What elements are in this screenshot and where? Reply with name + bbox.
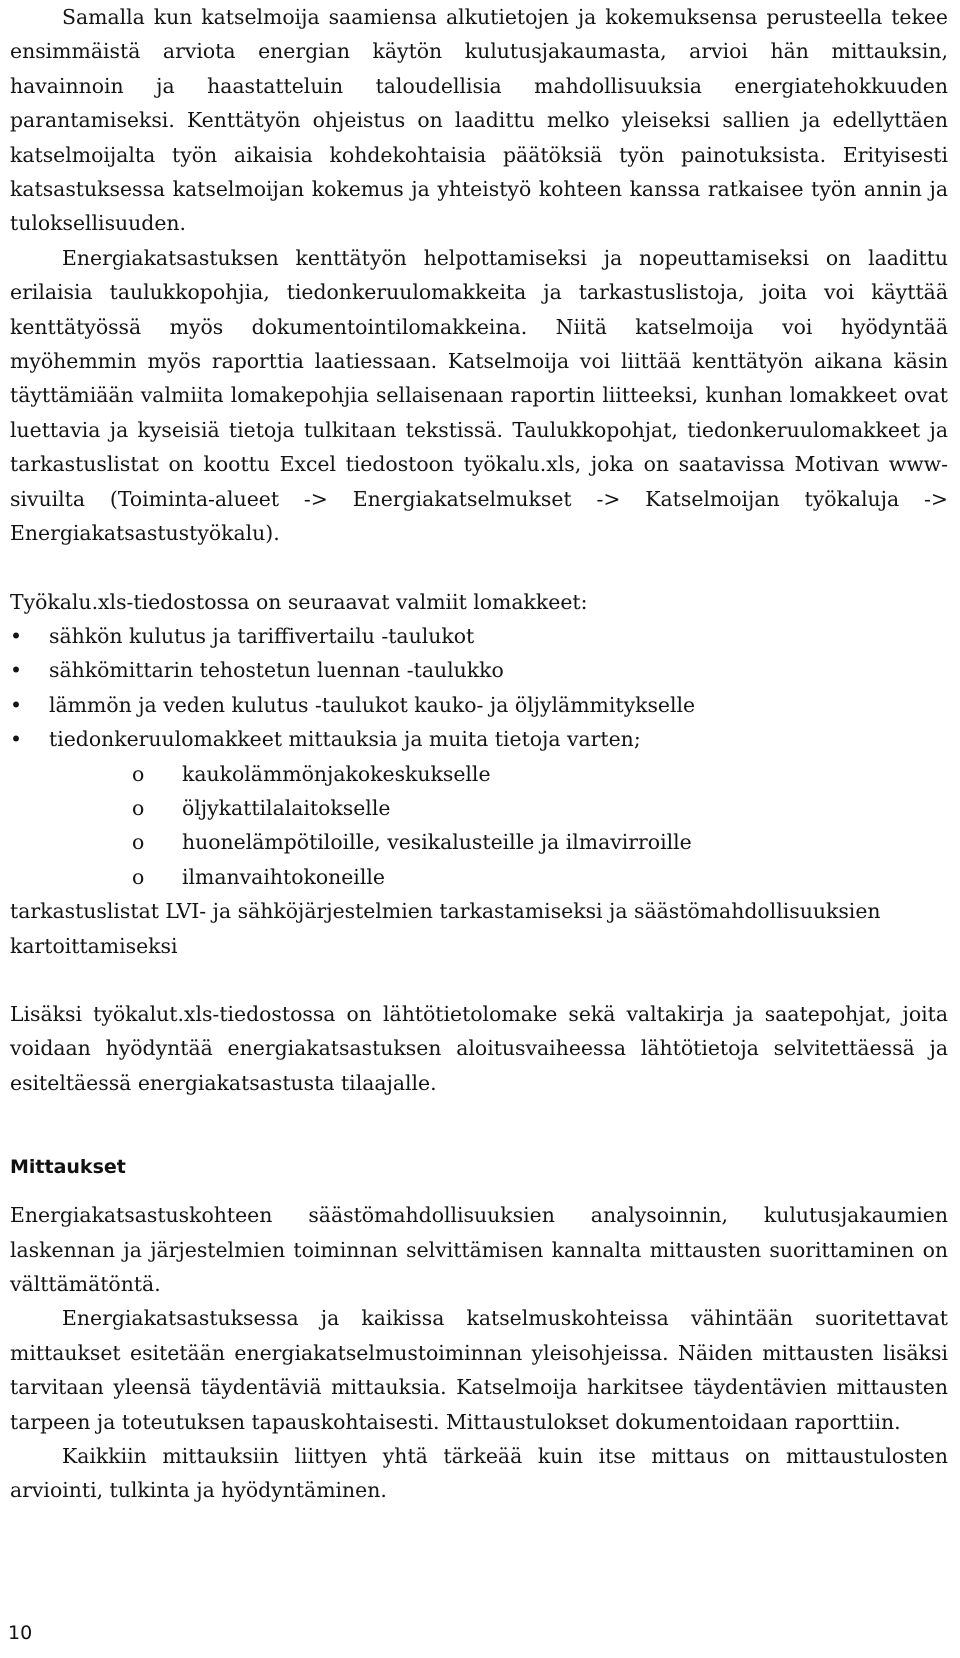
tool-list-intro: Työkalu.xls-tiedostossa on seuraavat valmiit lomakkeet: [10,589,588,614]
circle-bullet-icon: o [132,864,145,889]
sub-list-item-text: ilmanvaihtokoneille [182,864,385,889]
sub-list-item [10,791,948,825]
sub-list-item-text: kaukolämmönjakokeskukselle [182,761,491,786]
circle-bullet-icon: o [132,795,145,820]
measurement-paragraph: Energiakatsastuksessa ja kaikissa katselmuskohteissa vähintään suoritettavat mittaukset esitetään energiakatselmustoiminnan yleisohjeissa. Näiden mittausten lisäksi tarvitaan yleensä täydentäviä mittauksia. Katselmoija harkitsee täydentävien mittausten tarpeen ja toteutuksen tapauskohtaisesti. Mittaustulokset dokumentoidaan raporttiin. [10,1306,948,1434]
tools-paragraph: Energiakatsastuksen kenttätyön helpottamiseksi ja nopeuttamiseksi on laadittu erilaisia taulukkopohjia, tiedonkeruulomakkeita ja tarkastuslistoja, joita voi käyttää kenttätyössä myös dokumentointilomakkeina. Niitä katselmoija voi hyödyntää myöhemmin myös raporttia laatiessaan. Katselmoija voi liittää kenttätyön aikana käsin täyttämiään valmiita lomakepohjia sellaisenaan raportin liitteeksi, kunhan lomakkeet ovat luettavia ja kyseisiä tietoja tulkitaan tekstissä. Taulukkopohjat, tiedonkeruulomakkeet ja tarkastuslistat on koottu Excel tiedostoon työkalu.xls, joka on saatavissa Motivan www-sivuilta (Toiminta-alueet -> Energiakatselmukset -> Katselmoijan työkaluja -> Energiakatsastustyökalu). [10,245,948,546]
sub-list-item-text: öljykattilalaitokselle [182,795,391,820]
list-item-text: sähkömittarin tehostetun luennan -taulukko [49,658,504,683]
checklist-paragraph: tarkastuslistat LVI- ja sähköjärjestelmien tarkastamiseksi ja säästömahdollisuuksien kartoittamiseksi [10,899,881,958]
additional-tools-paragraph: Lisäksi työkalut.xls-tiedostossa on lähtötietolomake sekä valtakirja ja saatepohjat, joita voidaan hyödyntää energiakatsastuksen aloitusvaiheessa lähtötietoja selvitettäessä ja esiteltäessä energiakatsastusta tilaajalle. [10,1001,948,1095]
list-item [10,688,948,722]
list-item-text: sähkön kulutus ja tariffivertailu -taulukot [49,623,475,648]
list-item [10,653,948,687]
sub-list [10,757,948,895]
circle-bullet-icon: o [132,830,145,855]
sub-list-item [10,860,948,894]
document-page [10,0,948,1508]
measurement-paragraph: Energiakatsastuskohteen säästömahdollisuuksien analysoinnin, kulutusjakaumien laskennan ja järjestelmien toiminnan selvittämisen kannalta mittausten suorittaminen on välttämätöntä. [10,1203,948,1296]
section-heading: Mittaukset [10,1156,126,1179]
form-list [10,619,948,757]
bullet-icon: • [10,727,23,752]
list-item [10,722,948,756]
list-item-text: lämmön ja veden kulutus -taulukot kauko- ja öljylämmitykselle [49,692,696,717]
bullet-icon: • [10,658,23,683]
circle-bullet-icon: o [132,761,145,786]
page-number: 10 [8,1622,33,1644]
list-item [10,619,948,653]
intro-paragraph: Samalla kun katselmoija saamiensa alkutietojen ja kokemuksensa perusteella tekee ensimmäistä arviota energian käytön kulutusjakaumasta, arvioi hän mittauksin, havainnoin ja haastatteluin taloudellisia mahdollisuuksia energiatehokkuuden parantamiseksi. Kenttätyön ohjeistus on laadittu melko yleiseksi sallien ja edellyttäen katselmoijalta työn aikaisia kohdekohtaisia päätöksiä työn painotuksista. Erityisesti katsastuksessa katselmoijan kokemus ja yhteistyö kohteen kanssa ratkaisee työn annin ja tuloksellisuuden. [10,5,948,236]
sub-list-item-text: huonelämpötiloille, vesikalusteille ja ilmavirroille [182,830,692,855]
bullet-icon: • [10,623,23,648]
list-item-text: tiedonkeruulomakkeet mittauksia ja muita tietoja varten; [49,727,641,752]
bullet-icon: • [10,692,23,717]
measurement-paragraph: Kaikkiin mittauksiin liittyen yhtä tärkeää kuin itse mittaus on mittaustulosten arviointi, tulkinta ja hyödyntäminen. [10,1444,948,1503]
sub-list-item [10,825,948,859]
sub-list-item [10,757,948,791]
